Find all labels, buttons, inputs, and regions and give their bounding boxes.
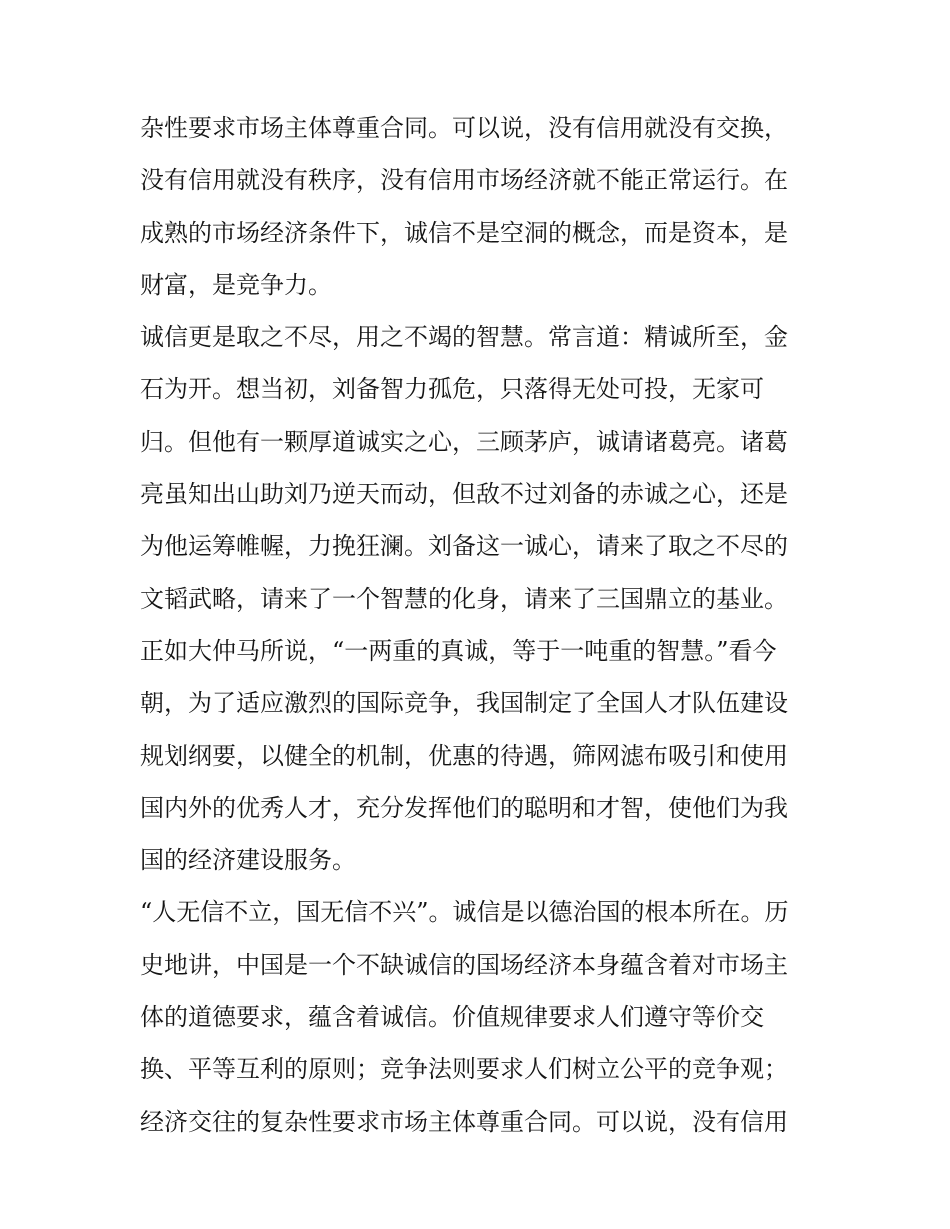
text-line: 体的道德要求，蕴含着诚信。价值规律要求人们遵守等价交 — [140, 1003, 764, 1032]
text-line: 为他运筹帷幄，力挽狂澜。刘备这一诚心，请来了取之不尽的 — [140, 532, 788, 561]
text-line: 石为开。想当初，刘备智力孤危，只落得无处可投，无家可 — [140, 375, 764, 404]
text-line: “人无信不立，国无信不兴”。诚信是以德治国的根本所在。历 — [140, 898, 789, 927]
text-line: 亮虽知出山助刘乃逆天而动，但敌不过刘备的赤诚之心，还是 — [140, 480, 788, 509]
text-line: 诚信更是取之不尽，用之不竭的智慧。常言道：精诚所至，金 — [140, 323, 788, 352]
text-line: 规划纲要，以健全的机制，优惠的待遇，筛网滤布吸引和使用 — [140, 741, 788, 770]
text-line: 财富，是竞争力。 — [140, 270, 332, 299]
text-line: 国的经济建设服务。 — [140, 846, 356, 875]
text-line: 归。但他有一颗厚道诚实之心，三顾茅庐，诚请诸葛亮。诸葛 — [140, 427, 788, 456]
body-text — [140, 102, 820, 1148]
text-line: 国内外的优秀人才，充分发挥他们的聪明和才智，使他们为我 — [140, 793, 788, 822]
text-line: 没有信用就没有秩序，没有信用市场经济就不能正常运行。在 — [140, 166, 788, 195]
text-line: 正如大仲马所说，“一两重的真诚，等于一吨重的智慧。”看今 — [140, 636, 777, 665]
text-line: 史地讲，中国是一个不缺诚信的国场经济本身蕴含着对市场主 — [140, 950, 788, 979]
text-line: 朝，为了适应激烈的国际竞争，我国制定了全国人才队伍建设 — [140, 689, 788, 718]
text-line: 杂性要求市场主体尊重合同。可以说，没有信用就没有交换， — [140, 114, 788, 142]
text-line: 成熟的市场经济条件下，诚信不是空洞的概念，而是资本，是 — [140, 218, 788, 247]
text-line: 文韬武略，请来了一个智慧的化身，请来了三国鼎立的基业。 — [140, 584, 788, 613]
text-line: 经济交往的复杂性要求市场主体尊重合同。可以说，没有信用 — [140, 1107, 788, 1136]
text-line: 换、平等互利的原则；竞争法则要求人们树立公平的竞争观； — [140, 1055, 788, 1084]
